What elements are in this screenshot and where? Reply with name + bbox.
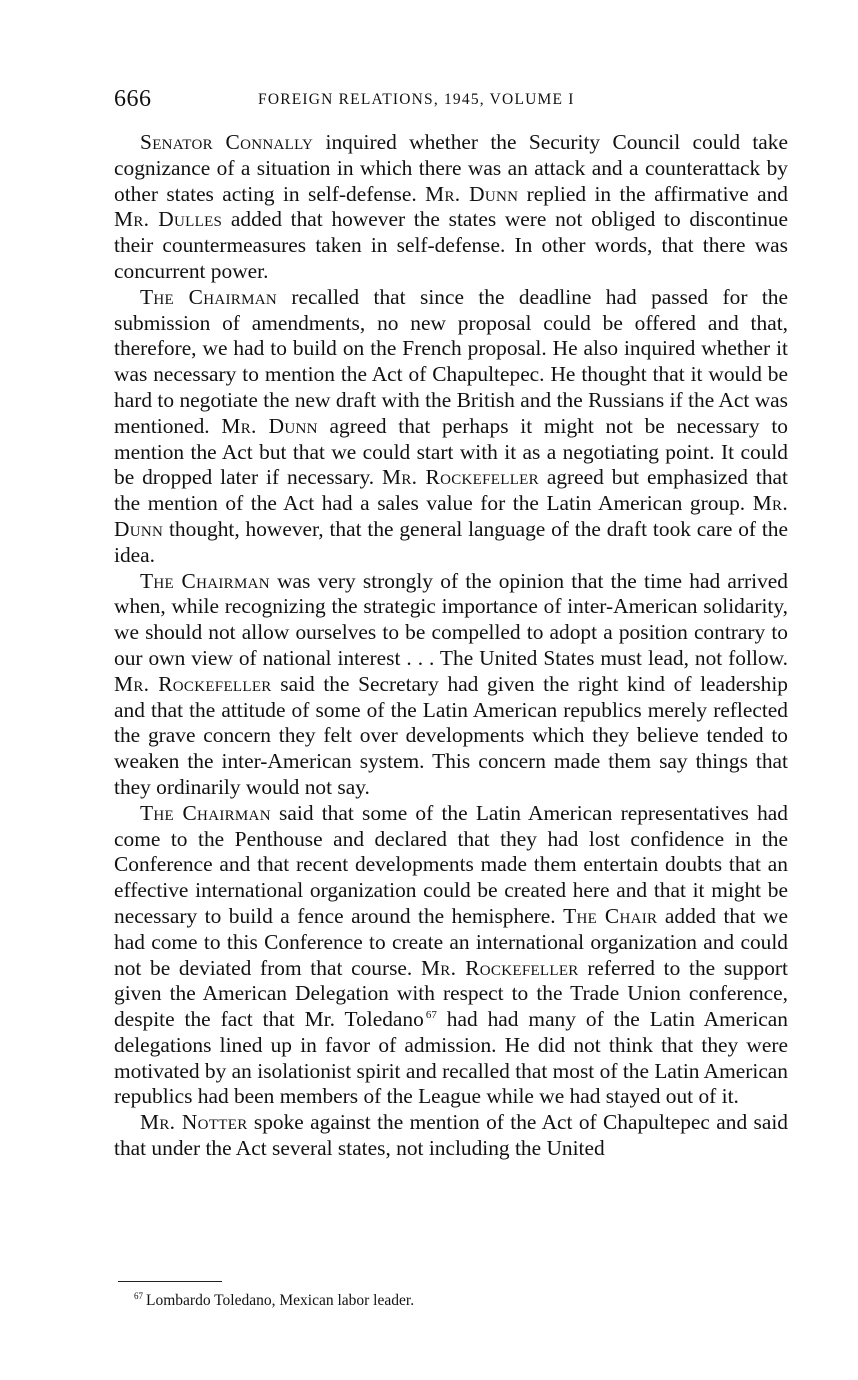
paragraph-text: added that however the states were not obliged to discontinue their countermeasures taken in self-defense. In other words, that there was concurrent power. [114,207,788,283]
paragraph-text: spoke against the mention of the Act of Chapultepec and said that under the Act several states, not including the United [114,1110,788,1161]
speaker-name: The Chairman [140,800,271,825]
paragraph-text: had had many of the Latin American delegations lined up in favor of admission. He did not think that they were motivated by an isolationist spirit and recalled that most of the Latin American republics had been members of the League while we had stayed out of it. [114,1007,788,1109]
paragraph-text: thought, however, that the general language of the draft took care of the idea. [114,516,788,567]
speaker-name: Mr. Notter [140,1110,248,1135]
speaker-name: Mr. Dulles [114,207,223,232]
footnote [134,1291,784,1311]
paragraph [114,285,788,569]
footnote-rule [118,1281,222,1282]
speaker-name: Mr. Rockefeller [114,671,272,696]
paragraph [114,801,788,1111]
paragraph-text: recalled that since the deadline had passed for the submission of amendments, no new proposal could be offered and that, therefore, we had to build on the French proposal. He also inquired whether it was necessary to mention the Act of Chapultepec. He thought that it would be hard to negotiate the new draft with the British and the Russians if the Act was mentioned. [114,284,788,438]
speaker-name: Mr. Dunn [114,491,788,541]
speaker-name: Mr. Dunn [425,181,519,206]
footnote-text: Lombardo Toledano, Mexican labor leader. [146,1292,415,1309]
paragraph-text: added that we had come to this Conference to create an international organization and could not be deviated from that course. [114,903,788,980]
paragraph-text: agreed but emphasized that the mention of the Act had a sales value for the Latin American group. [114,465,788,516]
paragraph-text: said the Secretary had given the right kind of leadership and that the attitude of some of the Latin American republics merely reflected the grave concern they felt over developments which they believe tended to weaken the inter-American system. This concern made them say things that they ordinarily would not say. [114,671,788,799]
paragraph [114,569,788,801]
paragraph-text: inquired whether the Security Council could take cognizance of a situation in which there was an attack and a counterattack by other states acting in self-defense. [114,130,788,206]
speaker-name: The Chairman [140,284,278,309]
footnote-reference: 67 [425,1009,437,1022]
paragraph-text: said that some of the Latin American representatives had come to the Penthouse and declared that they had lost confidence in the Conference and that recent developments made them entertain doubts that an effective international organization could be created here and that it might be necessary to build a fence around the hemisphere. [114,800,788,928]
speaker-name: Senator Connally [140,130,314,154]
running-header [114,86,788,116]
speaker-name: Mr. Dunn [221,413,318,438]
paragraph [114,1110,788,1162]
paragraph-text: replied in the affirmative and [518,181,788,206]
paragraph [114,130,788,285]
paragraph-text: was very strongly of the opinion that the time had arrived when, while recognizing the strategic importance of inter-American solidarity, we should not allow ourselves to be compelled to adopt a position contrary to our own view of national interest . . . The United States must lead, not follow. [114,568,788,670]
speaker-name: The Chairman [140,568,270,593]
speaker-name: The Chair [563,903,658,928]
speaker-name: Mr. Rockefeller [420,955,579,980]
running-title: FOREIGN RELATIONS, 1945, VOLUME I [258,91,575,108]
paragraph-text: referred to the support given the American Delegation with respect to the Trade Union conference, despite the fact that Mr. Toledano [114,955,788,1032]
paragraph-text: agreed that perhaps it might not be necessary to mention the Act but that we could start with it as a negotiating point. It could be dropped later if necessary. [114,413,788,490]
body-text [114,130,788,1162]
speaker-name: Mr. Rockefeller [382,465,539,490]
page-number: 666 [114,86,152,112]
footnote-marker: 67 [134,1291,143,1301]
